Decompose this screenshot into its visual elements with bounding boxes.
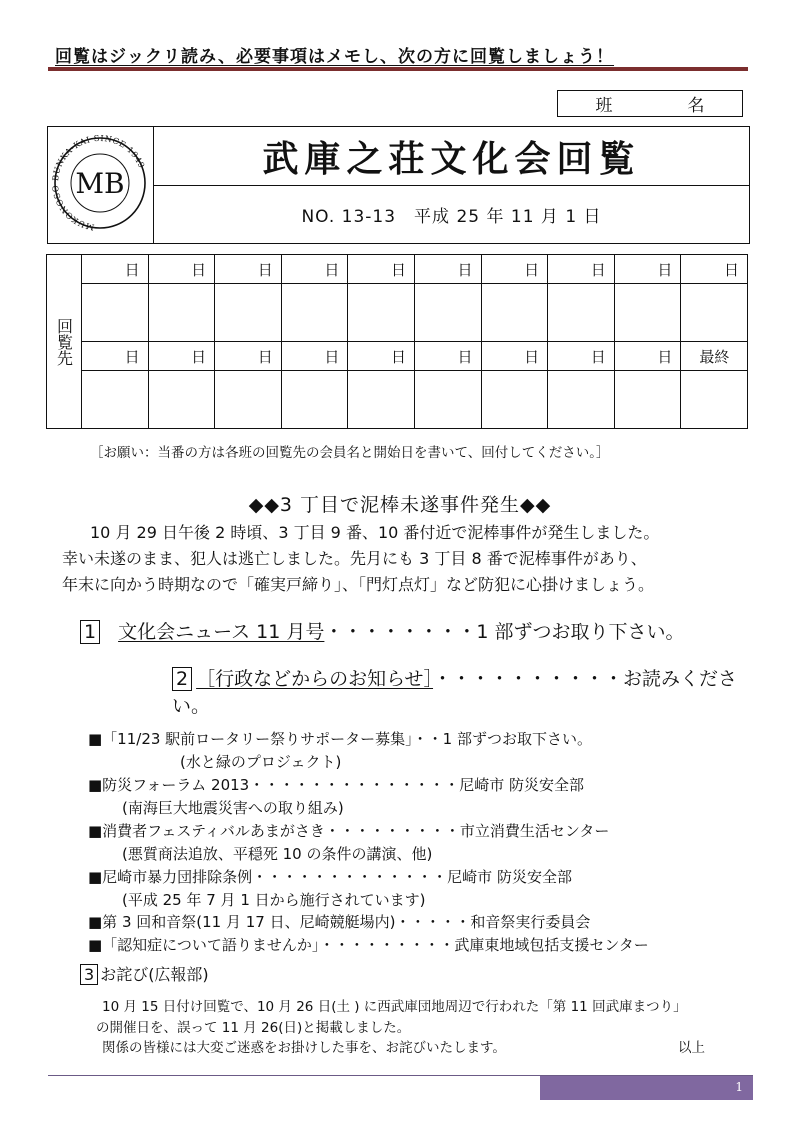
member-name-cell[interactable] [481, 284, 548, 342]
notices-instruction: ・・・・・・・・・・お読みください。 [172, 668, 738, 717]
date-cell[interactable]: 日 [281, 255, 348, 284]
han-name-box [557, 90, 743, 117]
date-cell[interactable]: 日 [215, 341, 282, 370]
notice-line: ■「認知症について語りませんか」・・・・・・・・・武庫東地域包括支援センター [88, 936, 649, 954]
member-name-cell[interactable] [681, 371, 748, 429]
notice-sub: (悪質商法追放、平穏死 10 の条件の講演、他) [122, 845, 433, 863]
date-cell[interactable]: 日 [414, 341, 481, 370]
circulation-row-1-names [47, 284, 748, 342]
notices-title: ［行政などからのお知らせ］ [196, 668, 434, 690]
logo-mb-text: MB [75, 167, 125, 200]
apology-line: の開催日を、誤って 11 月 26(日)と掲載しました。 [96, 1020, 411, 1036]
top-divider [48, 67, 748, 71]
member-name-cell[interactable] [148, 284, 215, 342]
notice-sub: (南海巨大地震災害への取り組み) [122, 799, 344, 817]
date-cell[interactable]: 日 [82, 341, 149, 370]
member-name-cell[interactable] [681, 284, 748, 342]
mei-label: 名 [687, 96, 705, 116]
date-cell[interactable]: 日 [348, 341, 415, 370]
member-name-cell[interactable] [348, 284, 415, 342]
date-cell[interactable]: 日 [681, 255, 748, 284]
date-cell[interactable]: 日 [82, 255, 149, 284]
page-number: 1 [735, 1080, 743, 1094]
member-name-cell[interactable] [82, 284, 149, 342]
member-name-cell[interactable] [82, 371, 149, 429]
notice-line: ■防災フォーラム 2013・・・・・・・・・・・・・・尼崎市 防災安全部 [88, 776, 584, 794]
circulation-instruction: 回覧はジックリ読み、必要事項はメモし、次の方に回覧しましょう！ [55, 47, 615, 67]
member-name-cell[interactable] [348, 371, 415, 429]
circulation-table [46, 254, 748, 429]
news-instruction: ・・・・・・・・1 部ずつお取り下さい。 [324, 621, 685, 643]
member-name-cell[interactable] [281, 371, 348, 429]
member-name-cell[interactable] [414, 284, 481, 342]
notices-item [172, 666, 752, 720]
circulation-row-2-names [47, 371, 748, 429]
member-name-cell[interactable] [548, 371, 615, 429]
incident-line: 年末に向かう時期なので「確実戸締り」、「門灯点灯」など防犯に心掛けましょう。 [62, 575, 655, 594]
member-name-cell[interactable] [614, 371, 681, 429]
date-cell[interactable]: 日 [548, 341, 615, 370]
date-cell[interactable]: 日 [148, 341, 215, 370]
date-cell[interactable]: 日 [481, 255, 548, 284]
member-name-cell[interactable] [481, 371, 548, 429]
member-name-cell[interactable] [215, 284, 282, 342]
han-label: 班 [595, 96, 613, 116]
apology-title: お詫び(広報部) [100, 965, 209, 984]
member-name-cell[interactable] [614, 284, 681, 342]
date-cell[interactable]: 日 [481, 341, 548, 370]
logo-ring-text: MUKONOSO BUNKA-KAI SINCE 1949 [49, 132, 148, 233]
date-cell[interactable]: 日 [348, 255, 415, 284]
notice-line: ■「11/23 駅前ロータリー祭りサポーター募集」・・1 部ずつお取下さい。 [88, 730, 592, 748]
item-number-box: 1 [80, 620, 100, 644]
member-name-cell[interactable] [414, 371, 481, 429]
news-item [80, 617, 685, 644]
incident-line: 幸い未遂のまま、犯人は逃亡しました。先月にも 3 丁目 8 番で泥棒事件があり、 [62, 549, 647, 568]
issue-number-date: NO. 13-13 平成 25 年 11 月 1 日 [301, 207, 602, 227]
circulation-row-2-dates [47, 341, 748, 370]
incident-line: 10 月 29 日午後 2 時頃、3 丁目 9 番、10 番付近で泥棒事件が発生しました。 [90, 523, 660, 542]
closing-text: 以上 [678, 1040, 705, 1056]
request-note: ［お願い：当番の方は各班の回覧先の会員名と開始日を書いて、回付してください。］ [90, 445, 610, 461]
notice-line: ■消費者フェスティバルあまがさき・・・・・・・・・市立消費生活センター [88, 822, 610, 840]
date-cell[interactable]: 日 [414, 255, 481, 284]
incident-heading: ◆◆3 丁目で泥棒未遂事件発生◆◆ [248, 494, 552, 516]
date-cell[interactable]: 日 [148, 255, 215, 284]
notice-line: ■第 3 回和音祭(11 月 17 日、尼崎競艇場内)・・・・・和音祭実行委員会 [88, 913, 591, 931]
member-name-cell[interactable] [148, 371, 215, 429]
date-cell[interactable]: 日 [614, 341, 681, 370]
item-number-box: 3 [80, 964, 98, 985]
page-title: 武庫之荘文化会回覧 [154, 127, 749, 186]
notice-sub: (平成 25 年 7 月 1 日から施行されています) [122, 891, 426, 909]
member-name-cell[interactable] [215, 371, 282, 429]
item-number-box: 2 [172, 667, 192, 691]
date-cell[interactable]: 日 [614, 255, 681, 284]
apology-line: 10 月 15 日付け回覧で、10 月 26 日(土 ) に西武庫団地周辺で行われた「第 11 回武庫まつり」 [102, 999, 687, 1015]
final-cell[interactable]: 最終 [681, 341, 748, 370]
page-number-bar [540, 1076, 753, 1100]
circulation-label: 回覧先 [47, 255, 82, 429]
news-title: 文化会ニュース 11 月号 [118, 621, 325, 643]
circulation-row-1-dates [47, 255, 748, 284]
apology-heading [80, 962, 209, 985]
date-cell[interactable]: 日 [215, 255, 282, 284]
mb-logo [48, 127, 153, 243]
date-cell[interactable]: 日 [548, 255, 615, 284]
date-cell[interactable]: 日 [281, 341, 348, 370]
notice-sub: (水と緑のプロジェクト) [180, 753, 342, 771]
notice-line: ■尼崎市暴力団排除条例・・・・・・・・・・・・・尼崎市 防災安全部 [88, 868, 572, 886]
header-box [47, 126, 750, 244]
member-name-cell[interactable] [548, 284, 615, 342]
member-name-cell[interactable] [281, 284, 348, 342]
apology-line: 関係の皆様には大変ご迷惑をお掛けした事を、お詫びいたします。 [102, 1040, 506, 1056]
logo-cell [48, 127, 154, 243]
